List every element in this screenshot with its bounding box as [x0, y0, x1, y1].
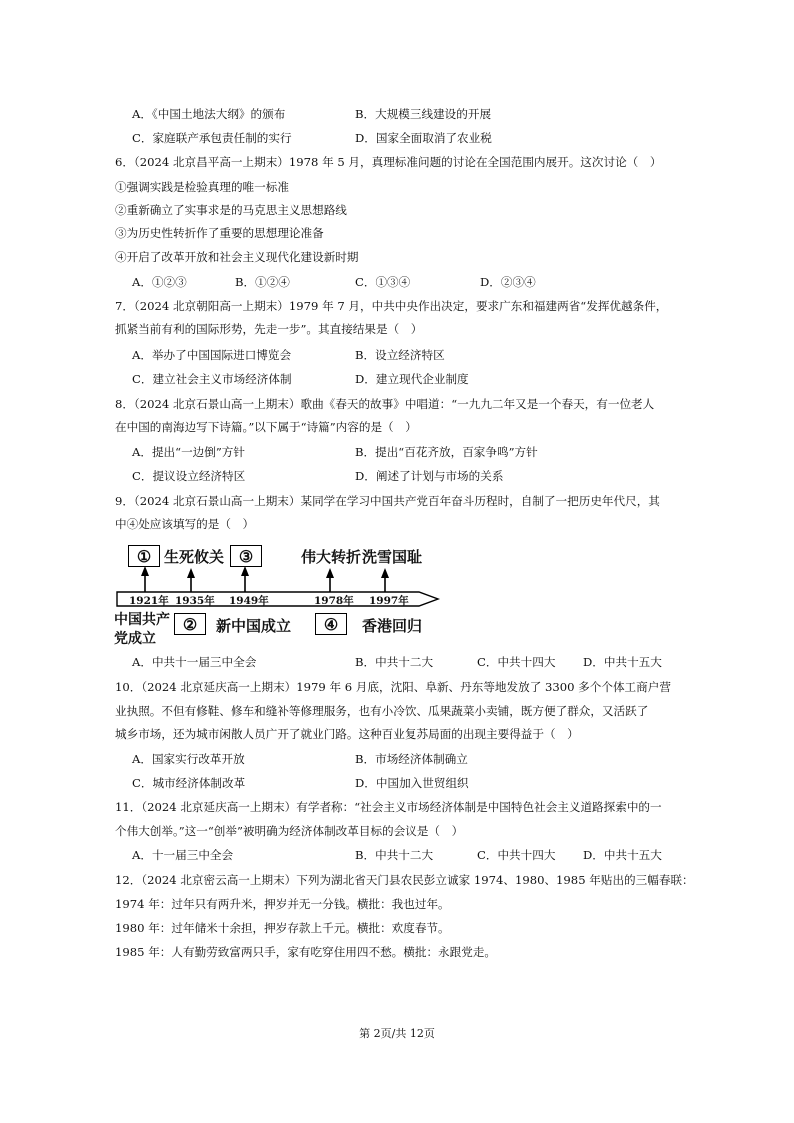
q10-stem-line2: 业执照。不但有修鞋、修车和缝补等修理服务，也有小冷饮、瓜果蔬菜小卖铺，既方便了群众，又活跃了: [115, 704, 649, 718]
q7-option-d: D．建立现代企业制度: [355, 372, 469, 386]
timeline-label-shame-washed: 洗雪国耻: [362, 548, 423, 566]
q6-option-b: B．①②④: [235, 275, 290, 289]
q12-couplet-1985: 1985 年：人有勤劳致富两只手，家有吃穿住用四不愁。横批：永跟党走。: [115, 945, 497, 959]
q8-stem-line2: 在中国的南海边写下诗篇。”以下属于“诗篇”内容的是（ ）: [115, 420, 417, 434]
q10-option-d: D．中国加入世贸组织: [355, 776, 469, 790]
q11-option-c: C．中共十四大: [477, 848, 556, 862]
history-timeline: [112, 540, 452, 650]
timeline-label-party-founded-2: 党成立: [114, 631, 156, 647]
q7-option-b: B．设立经济特区: [355, 348, 445, 362]
timeline-year-1949: 1949年: [229, 595, 269, 607]
q10-option-c: C．城市经济体制改革: [132, 776, 246, 790]
q7-option-c: C．建立社会主义市场经济体制: [132, 372, 292, 386]
q8-stem-line1: 8．（2024 北京石景山高一上期末）歌曲《春天的故事》中唱道：“一九九二年又是一个春天，有一位老人: [115, 397, 655, 411]
q12-couplet-1974: 1974 年：过年只有两升米，押岁并无一分钱。横批：我也过年。: [115, 897, 450, 911]
q6-option-a: A．①②③: [132, 275, 187, 289]
q11-stem-line1: 11．（2024 北京延庆高一上期末）有学者称：“社会主义市场经济体制是中国特色社会主义道路探索中的一: [115, 800, 662, 814]
q6-item-4: ④开启了改革开放和社会主义现代化建设新时期: [115, 250, 359, 264]
q11-option-d: D．中共十五大: [583, 848, 662, 862]
q10-stem-line1: 10．（2024 北京延庆高一上期末）1979 年 6 月底，沈阳、阜新、丹东等地发放了 3300 多个个体工商户营: [115, 680, 671, 694]
q9-option-a: A．中共十一届三中全会: [132, 655, 257, 669]
timeline-label-hk-return: 香港回归: [362, 617, 423, 635]
q6-stem: 6．（2024 北京昌平高一上期末）1978 年 5 月，真理标准问题的讨论在全国范围内展开。这次讨论（ ）: [115, 155, 662, 169]
timeline-year-1997: 1997年: [369, 595, 409, 607]
q12-couplet-1980: 1980 年：过年储米十余担，押岁存款上千元。横批：欢度春节。: [115, 921, 450, 935]
q7-stem-line2: 抓紧当前有利的国际形势，先走一步”。其直接结果是（ ）: [115, 322, 423, 336]
timeline-year-1921: 1921年: [129, 595, 169, 607]
q10-stem-line3: 城乡市场，还为城市闲散人员广开了就业门路。这种百业复苏局面的出现主要得益于（ ）: [115, 727, 579, 741]
timeline-box-3: ③: [230, 545, 262, 567]
q9-option-b: B．中共十二大: [355, 655, 434, 669]
q10-option-a: A．国家实行改革开放: [132, 752, 245, 766]
q6-option-d: D．②③④: [480, 275, 536, 289]
q5-option-c: C．家庭联产承包责任制的实行: [132, 131, 292, 145]
timeline-box-1: ①: [128, 545, 160, 567]
q7-option-a: A．举办了中国国际进口博览会: [132, 348, 292, 362]
q10-option-b: B．市场经济体制确立: [355, 752, 468, 766]
q6-item-2: ②重新确立了实事求是的马克思主义思想路线: [115, 203, 347, 217]
timeline-label-new-china: 新中国成立: [216, 617, 292, 635]
q5-option-b: B．大规模三线建设的开展: [355, 107, 492, 121]
timeline-box-4: ④: [315, 613, 347, 635]
q5-option-d: D．国家全面取消了农业税: [355, 131, 492, 145]
q5-option-a: A．《中国土地法大纲》的颁布: [132, 107, 286, 121]
page-footer: 第 2页/共 12页: [359, 1027, 435, 1040]
q11-option-b: B．中共十二大: [355, 848, 434, 862]
timeline-label-life-death: 生死攸关: [164, 548, 225, 566]
timeline-box-2: ②: [174, 613, 206, 635]
q9-option-c: C．中共十四大: [477, 655, 556, 669]
q6-item-3: ③为历史性转折作了重要的思想理论准备: [115, 226, 324, 240]
q11-option-a: A．十一届三中全会: [132, 848, 234, 862]
q9-stem-line2: 中④处应该填写的是（ ）: [115, 517, 255, 531]
q12-stem: 12．（2024 北京密云高一上期末）下列为湖北省天门县农民彭立诚家 1974、1980、1985 年贴出的三幅春联：: [115, 873, 694, 887]
q8-option-d: D．阐述了计划与市场的关系: [355, 469, 504, 483]
timeline-label-party-founded-1: 中国共产: [114, 612, 170, 628]
q8-option-a: A．提出“一边倒”方针: [132, 445, 245, 459]
timeline-year-1935: 1935年: [175, 595, 215, 607]
q8-option-c: C．提议设立经济特区: [132, 469, 246, 483]
timeline-year-1978: 1978年: [314, 595, 354, 607]
q9-option-d: D．中共十五大: [583, 655, 662, 669]
q7-stem-line1: 7．（2024 北京朝阳高一上期末）1979 年 7 月，中共中央作出决定，要求广东和福建两省“发挥优越条件，: [115, 299, 668, 313]
timeline-label-great-turn: 伟大转折: [301, 548, 362, 566]
q6-item-1: ①强调实践是检验真理的唯一标准: [115, 180, 289, 194]
q9-stem-line1: 9．（2024 北京石景山高一上期末）某同学在学习中国共产党百年奋斗历程时，自制了一把历史年代尺，其: [115, 494, 660, 508]
q8-option-b: B．提出“百花齐放，百家争鸣”方针: [355, 445, 538, 459]
q6-option-c: C．①③④: [355, 275, 411, 289]
q11-stem-line2: 个伟大创举。”这一“创举”被明确为经济体制改革目标的会议是（ ）: [115, 824, 464, 838]
